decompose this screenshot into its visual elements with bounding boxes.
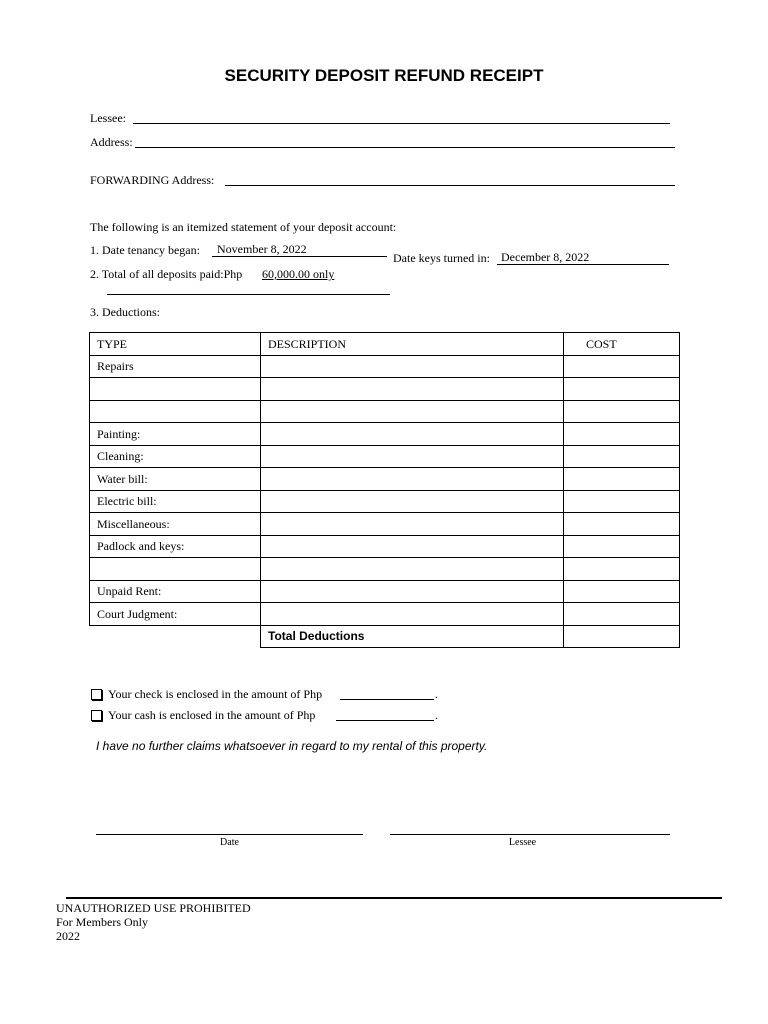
row-description[interactable] bbox=[261, 513, 564, 536]
row-cost[interactable] bbox=[564, 535, 680, 558]
total-deposits-value: 60,000.00 only bbox=[262, 267, 335, 281]
total-deposits-extra-line[interactable] bbox=[107, 294, 390, 295]
table-row bbox=[90, 378, 680, 401]
table-row bbox=[90, 468, 680, 491]
row-cost[interactable] bbox=[564, 378, 680, 401]
row-cost[interactable] bbox=[564, 558, 680, 581]
row-type: Padlock and keys: bbox=[90, 535, 261, 558]
row-description[interactable] bbox=[261, 445, 564, 468]
total-spacer bbox=[90, 625, 261, 648]
table-row bbox=[90, 603, 680, 626]
header-description: DESCRIPTION bbox=[261, 333, 564, 356]
row-cost[interactable] bbox=[564, 445, 680, 468]
keys-turned-in-value: December 8, 2022 bbox=[501, 250, 590, 264]
row-type bbox=[90, 558, 261, 581]
check-enclosed-checkbox[interactable] bbox=[91, 689, 102, 700]
footer-divider bbox=[66, 897, 722, 899]
lessee-field[interactable] bbox=[133, 123, 670, 124]
no-further-claims-statement: I have no further claims whatsoever in regard to my rental of this property. bbox=[96, 739, 488, 753]
row-type: Electric bill: bbox=[90, 490, 261, 513]
cash-end-mark: . bbox=[435, 708, 438, 722]
row-cost[interactable] bbox=[564, 490, 680, 513]
row-description[interactable] bbox=[261, 490, 564, 513]
lessee-label: Lessee: bbox=[90, 111, 126, 125]
total-deductions-row bbox=[90, 625, 680, 648]
cash-enclosed-text: Your cash is enclosed in the amount of Php bbox=[108, 708, 316, 722]
date-signature-label: Date bbox=[220, 837, 239, 848]
cash-enclosed-checkbox[interactable] bbox=[91, 710, 102, 721]
row-description[interactable] bbox=[261, 558, 564, 581]
document-title: SECURITY DEPOSIT REFUND RECEIPT bbox=[224, 66, 544, 85]
check-enclosed-text: Your check is enclosed in the amount of Php bbox=[108, 687, 323, 701]
row-description[interactable] bbox=[261, 580, 564, 603]
statement-intro: The following is an itemized statement of your deposit account: bbox=[90, 220, 397, 234]
row-description[interactable] bbox=[261, 423, 564, 446]
row-description[interactable] bbox=[261, 603, 564, 626]
row-cost[interactable] bbox=[564, 603, 680, 626]
row-type: Miscellaneous: bbox=[90, 513, 261, 536]
cash-amount-field[interactable] bbox=[336, 720, 434, 721]
tenancy-began-value: November 8, 2022 bbox=[217, 242, 307, 256]
row-cost[interactable] bbox=[564, 468, 680, 491]
row-type: Court Judgment: bbox=[90, 603, 261, 626]
row-cost[interactable] bbox=[564, 513, 680, 536]
footer-members-only: For Members Only bbox=[56, 915, 148, 929]
row-type bbox=[90, 378, 261, 401]
row-type: Repairs bbox=[90, 355, 261, 378]
table-row bbox=[90, 423, 680, 446]
total-deposits-label: 2. Total of all deposits paid:Php bbox=[90, 267, 243, 281]
total-deductions-cost[interactable] bbox=[564, 625, 680, 648]
row-cost[interactable] bbox=[564, 580, 680, 603]
deductions-table bbox=[89, 332, 680, 648]
row-description[interactable] bbox=[261, 535, 564, 558]
row-description[interactable] bbox=[261, 400, 564, 423]
footer-year: 2022 bbox=[56, 929, 80, 943]
header-type: TYPE bbox=[90, 333, 261, 356]
address-label: Address: bbox=[90, 135, 133, 149]
keys-turned-in-label: Date keys turned in: bbox=[393, 251, 490, 265]
table-row bbox=[90, 490, 680, 513]
forwarding-address-field[interactable] bbox=[225, 185, 675, 186]
date-signature-line[interactable] bbox=[96, 834, 363, 835]
table-row bbox=[90, 400, 680, 423]
lessee-signature-line[interactable] bbox=[390, 834, 670, 835]
row-cost[interactable] bbox=[564, 355, 680, 378]
row-type bbox=[90, 400, 261, 423]
row-cost[interactable] bbox=[564, 400, 680, 423]
tenancy-began-label: 1. Date tenancy began: bbox=[90, 243, 200, 257]
address-field[interactable] bbox=[135, 147, 675, 148]
row-description[interactable] bbox=[261, 355, 564, 378]
check-end-mark: . bbox=[435, 687, 438, 701]
table-row bbox=[90, 580, 680, 603]
row-type: Water bill: bbox=[90, 468, 261, 491]
deductions-label: 3. Deductions: bbox=[90, 305, 160, 319]
check-amount-field[interactable] bbox=[340, 699, 434, 700]
row-type: Unpaid Rent: bbox=[90, 580, 261, 603]
table-row bbox=[90, 535, 680, 558]
table-row bbox=[90, 513, 680, 536]
row-description[interactable] bbox=[261, 468, 564, 491]
footer-unauthorized: UNAUTHORIZED USE PROHIBITED bbox=[56, 901, 251, 915]
lessee-signature-label: Lessee bbox=[508, 837, 537, 848]
header-cost: COST bbox=[564, 333, 680, 356]
table-row bbox=[90, 445, 680, 468]
row-cost[interactable] bbox=[564, 423, 680, 446]
total-deductions-label: Total Deductions bbox=[261, 625, 564, 648]
row-type: Cleaning: bbox=[90, 445, 261, 468]
row-description[interactable] bbox=[261, 378, 564, 401]
forwarding-address-label: FORWARDING Address: bbox=[90, 173, 215, 187]
table-row bbox=[90, 558, 680, 581]
table-row bbox=[90, 355, 680, 378]
row-type: Painting: bbox=[90, 423, 261, 446]
table-header-row bbox=[90, 333, 680, 356]
